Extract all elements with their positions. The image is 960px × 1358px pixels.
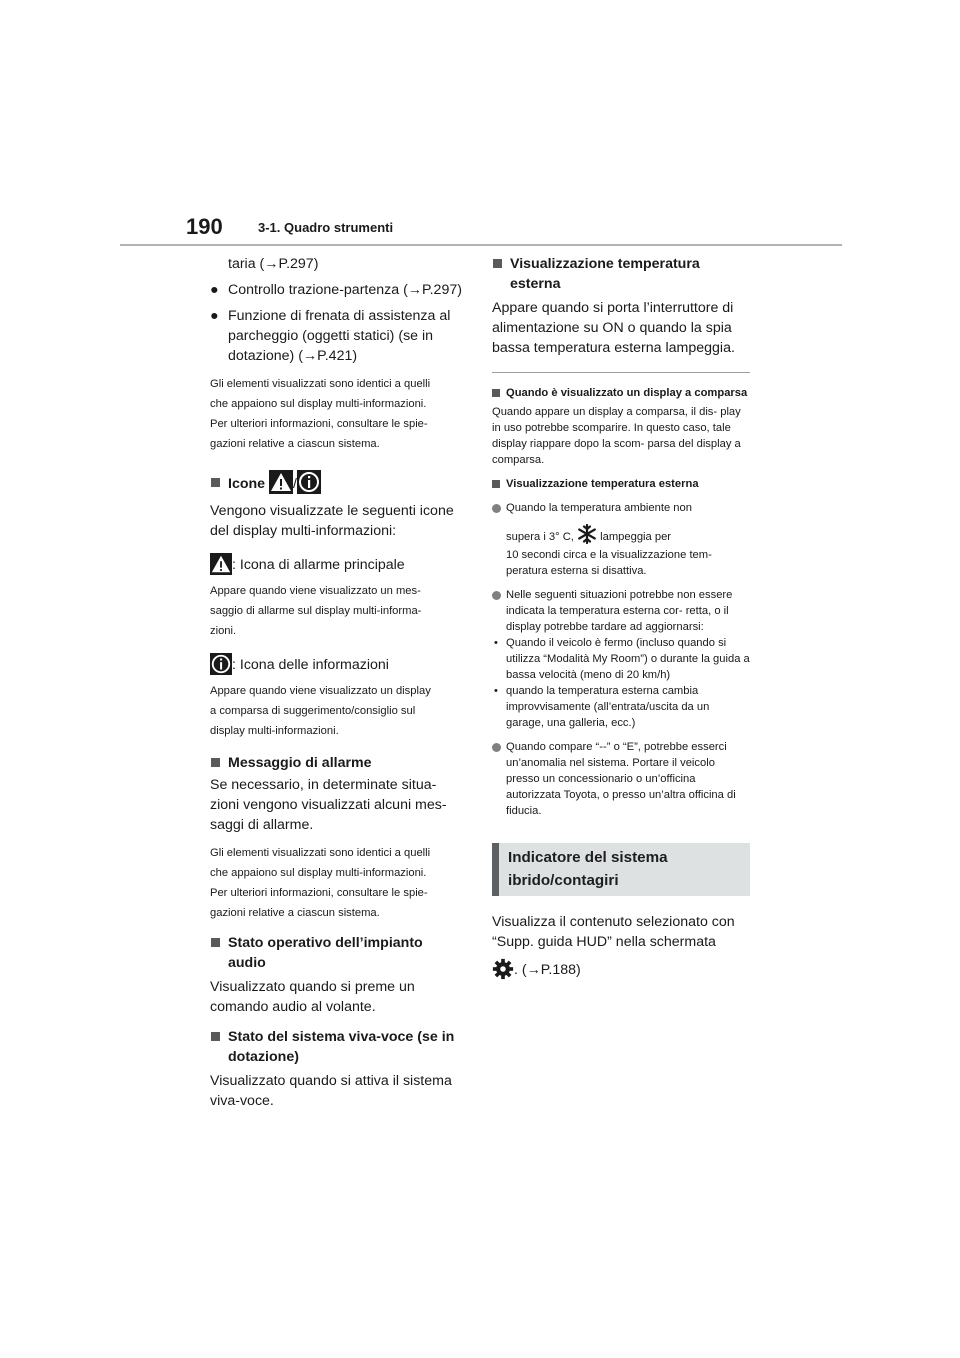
heading-square bbox=[492, 480, 500, 488]
warning-triangle-icon bbox=[269, 470, 293, 494]
heading-square bbox=[211, 938, 220, 947]
note-display-1: Gli elementi visualizzati sono identici a quelli che appaiono sul display multi-informazioni. Per ulteriori informazioni, consultare le spie- gazioni relative a ciascun sistema. bbox=[210, 378, 431, 450]
warning-triangle-icon bbox=[210, 553, 232, 575]
page-number: 190 bbox=[186, 214, 223, 239]
viva-voce-text: Visualizzato quando si attiva il sistema viva-voce. bbox=[210, 1073, 452, 1109]
bullet-dot bbox=[492, 591, 501, 600]
heading-square bbox=[492, 389, 500, 397]
sub-item-temp-change: • quando la temperatura esterna cambia improvvisamente (all’entrata/uscita da un garage, una galleria, ecc.) bbox=[494, 685, 710, 729]
messaggio-text: Se necessario, in determinate situa- zioni vengono visualizzati alcuni mes- saggi di allarme. bbox=[210, 777, 447, 833]
heading-square bbox=[211, 478, 220, 487]
icone-text: Vengono visualizzate le seguenti icone del display multi-informazioni: bbox=[210, 503, 454, 539]
snowflake-icon bbox=[577, 524, 597, 544]
heading-messaggio: Messaggio di allarme bbox=[210, 753, 462, 773]
warning-note: Appare quando viene visualizzato un mes- saggio di allarme sul display multi-informa- zioni. bbox=[210, 585, 422, 637]
note-display-2: Gli elementi visualizzati sono identici a quelli che appaiono sul display multi-informazioni. Per ulteriori informazioni, consultare le spie- gazioni relative a ciascun sistema. bbox=[210, 847, 431, 919]
popup-text: Quando appare un display a comparsa, il dis- play in uso potrebbe scomparire. In questo caso, tale display riappare dopo la scom- parsa del display a comparsa. bbox=[492, 406, 741, 466]
section-box-hybrid: Indicatore del sistema ibrido/contagiri bbox=[492, 843, 750, 896]
hybrid-text: Visualizza il contenuto selezionato con “Supp. guida HUD” nella schermata bbox=[492, 914, 735, 950]
dot-item-anomaly: Quando compare “--” o “E”, potrebbe esserci un’anomalia nel sistema. Portare il veicolo presso un concessionario o un’officina autorizzata Toyota, o presso un’altra officina di fiducia. bbox=[492, 739, 750, 819]
heading-square bbox=[211, 758, 220, 767]
right-column bbox=[492, 254, 750, 982]
heading-temperatura: Visualizzazione temperatura esterna bbox=[492, 254, 750, 294]
info-icon bbox=[297, 470, 321, 494]
heading-icone: Icone / bbox=[210, 470, 462, 497]
heading-popup: Quando è visualizzato un display a comparsa bbox=[492, 385, 750, 401]
bullet-parking-brake: ● Funzione di frenata di assistenza al parcheggio (oggetti statici) (se in dotazione) (→P.421) bbox=[210, 308, 451, 364]
info-icon bbox=[210, 653, 232, 675]
warning-label: : Icona di allarme principale bbox=[210, 553, 462, 577]
heading-temperatura-2: Visualizzazione temperatura esterna bbox=[492, 476, 750, 492]
audio-text: Visualizzato quando si preme un comando audio al volante. bbox=[210, 979, 415, 1015]
section-title: 3-1. Quadro strumenti bbox=[258, 220, 394, 235]
heading-square bbox=[493, 259, 502, 268]
header-rule bbox=[120, 244, 842, 246]
bullet-dot bbox=[492, 504, 501, 513]
heading-viva-voce: Stato del sistema viva-voce (se in dotazione) bbox=[210, 1027, 462, 1067]
temperatura-text: Appare quando si porta l’interruttore di alimentazione su ON o quando la spia bassa temperatura esterna lampeggia. bbox=[492, 300, 735, 356]
dot-item-situations: Nelle seguenti situazioni potrebbe non essere indicata la temperatura esterna cor- retta, o il display potrebbe tardare ad aggiornarsi: bbox=[492, 587, 750, 635]
sub-item-stopped: • Quando il veicolo è fermo (incluso quando si utilizza “Modalità My Room”) o durante la guida a bassa velocità (meno di 20 km/h) bbox=[494, 637, 750, 681]
bullet-dot: ● bbox=[210, 308, 219, 324]
gear-icon bbox=[492, 958, 514, 980]
bullet-dot bbox=[492, 743, 501, 752]
dot-item-low-temp: Quando la temperatura ambiente non supera i 3° C, lampeggia per 10 secondi circa e la visualizzazione tem- peratura esterna si disattiva. bbox=[492, 500, 750, 579]
section-divider bbox=[492, 372, 750, 373]
continued-line: taria (→P.297) bbox=[228, 256, 319, 272]
bullet-traction: ● Controllo trazione-partenza (→P.297) bbox=[210, 282, 462, 298]
info-label: : Icona delle informazioni bbox=[210, 653, 462, 677]
info-note: Appare quando viene visualizzato un display a comparsa di suggerimento/consiglio sul display multi-informazioni. bbox=[210, 685, 431, 737]
hybrid-ref: . (→P.188) bbox=[492, 958, 750, 982]
bullet-dot: ● bbox=[210, 282, 219, 298]
heading-audio: Stato operativo dell’impianto audio bbox=[210, 933, 462, 973]
heading-square bbox=[211, 1032, 220, 1041]
left-column bbox=[210, 254, 462, 1111]
